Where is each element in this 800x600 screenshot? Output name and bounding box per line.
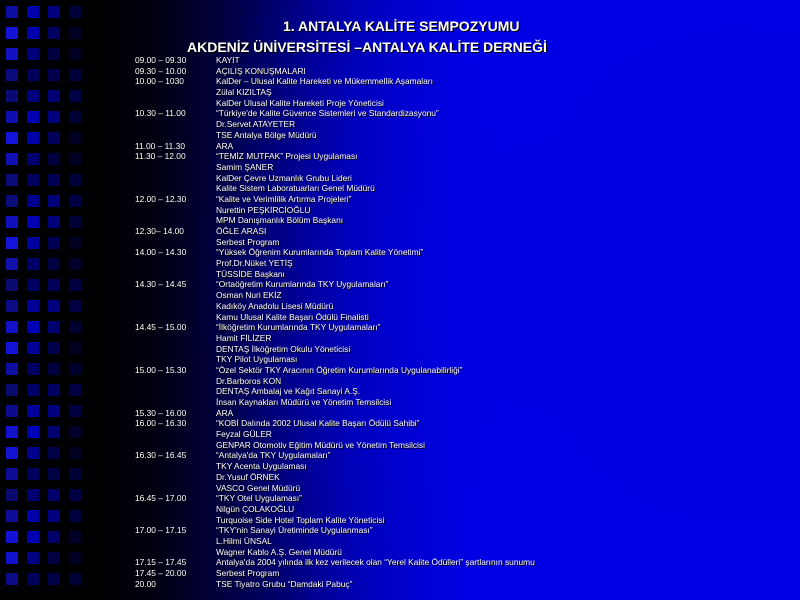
schedule-text: Dr.Barboros KON [216, 375, 282, 386]
schedule-time: 11.00 – 11.30 [135, 140, 185, 151]
decorative-square [27, 111, 39, 123]
decorative-square [48, 489, 60, 501]
schedule-text: TKY Acenta Uygulaması [216, 461, 307, 472]
schedule-time: 14.45 – 15.00 [135, 322, 187, 333]
decorative-square [48, 90, 60, 102]
decorative-square [6, 300, 18, 312]
schedule-text: TSE Tiyatro Grubu “Damdaki Pabuç” [216, 578, 353, 589]
decorative-square [48, 363, 60, 375]
decorative-square [69, 342, 81, 354]
decorative-square [48, 342, 60, 354]
schedule-text: DENTAŞ Ambalaj ve Kağıt Sanayi A.Ş. [216, 386, 361, 397]
schedule-text: Hamit FİLİZER [216, 332, 272, 343]
decorative-square [27, 405, 39, 417]
schedule-text: VASCO Genel Müdürü [216, 482, 301, 493]
decorative-square [48, 405, 60, 417]
decorative-square [27, 90, 39, 102]
decorative-square [48, 174, 60, 186]
schedule-text: İnsan Kaynakları Müdürü ve Yönetim Temsilcisi [216, 397, 392, 407]
decorative-square [6, 384, 18, 396]
schedule-text: MPM Danışmanlık Bölüm Başkanı [216, 215, 344, 226]
decorative-square [27, 6, 39, 18]
decorative-square [27, 531, 39, 543]
decorative-square [69, 237, 81, 249]
schedule-time: 17.00 – 17.15 [135, 525, 187, 536]
decorative-square [69, 153, 81, 165]
slide-title: 1. ANTALYA KALİTE SEMPOZYUMU [283, 18, 520, 34]
schedule-time: 09.30 – 10.00 [135, 65, 187, 76]
decorative-square [27, 216, 39, 228]
schedule-text: AÇILIŞ KONUŞMALARI [216, 65, 306, 76]
decorative-square [6, 447, 18, 459]
decorative-square [6, 279, 18, 291]
decorative-square [27, 174, 39, 186]
schedule-text: DENTAŞ İlköğretim Okulu Yöneticisi [216, 343, 351, 354]
schedule-time: 12.00 – 12.30 [135, 193, 187, 204]
decorative-square [48, 510, 60, 522]
schedule-text: Zülal KIZILTAŞ [216, 87, 272, 98]
decorative-square [48, 69, 60, 81]
decorative-square [6, 111, 18, 123]
decorative-square [27, 468, 39, 480]
schedule-time: 16.00 – 16.30 [135, 418, 187, 429]
decorative-square [48, 237, 60, 249]
schedule-time: 16.45 – 17.00 [135, 493, 187, 504]
decorative-square [6, 6, 18, 18]
decorative-square [69, 321, 81, 333]
decorative-square [27, 384, 39, 396]
decorative-square [48, 384, 60, 396]
decorative-square [48, 279, 60, 291]
decorative-square [48, 258, 60, 270]
decorative-square [27, 426, 39, 438]
schedule-text: Samim ŞANER [216, 161, 274, 172]
decorative-square [6, 48, 18, 60]
decorative-square [6, 531, 18, 543]
decorative-square [27, 69, 39, 81]
schedule-text: Prof.Dr.Nüket YETİŞ [216, 258, 293, 269]
schedule-text: Kadıköy Anadolu Lisesi Müdürü [216, 300, 334, 311]
slide-subtitle: AKDENİZ ÜNİVERSİTESİ –ANTALYA KALİTE DERNEĞİ [187, 39, 547, 55]
schedule-time: 10.00 – 1030 [135, 76, 184, 87]
decorative-square [48, 6, 60, 18]
decorative-square [27, 48, 39, 60]
decorative-square [69, 27, 81, 39]
decorative-square [48, 132, 60, 144]
schedule-text: “KOBİ Dalında 2002 Ulusal Kalite Başarı Ödülü Sahibi” [216, 418, 420, 429]
decorative-square [69, 6, 81, 18]
schedule-time: 17.15 – 17.45 [135, 557, 187, 568]
decorative-square [69, 552, 81, 564]
decorative-square [6, 132, 18, 144]
decorative-square [48, 321, 60, 333]
decorative-square [69, 384, 81, 396]
schedule-text: “TEMİZ MUTFAK” Projesi Uygulaması [216, 151, 358, 162]
schedule-text: KAYIT [216, 55, 240, 65]
decorative-square [27, 153, 39, 165]
decorative-square [69, 531, 81, 543]
decorative-square [6, 153, 18, 165]
decorative-square [27, 300, 39, 312]
decorative-square [69, 90, 81, 102]
schedule-text: Dr.Yusuf ÖRNEK [216, 471, 280, 482]
decorative-square [6, 573, 18, 585]
decorative-square [48, 27, 60, 39]
decorative-square [6, 237, 18, 249]
decorative-square [69, 468, 81, 480]
schedule-time: 10.30 – 11.00 [135, 108, 186, 119]
decorative-square [69, 405, 81, 417]
decorative-square [27, 573, 39, 585]
schedule-time: 09.00 – 09.30 [135, 55, 187, 65]
schedule-time: 14.00 – 14.30 [135, 247, 187, 258]
decorative-square [6, 174, 18, 186]
schedule-text: “İlköğretim Kurumlarında TKY Uygulamaları” [216, 322, 381, 333]
decorative-square [27, 321, 39, 333]
decorative-square [69, 258, 81, 270]
decorative-square [6, 27, 18, 39]
decorative-square [48, 426, 60, 438]
decorative-square [6, 426, 18, 438]
decorative-square [69, 447, 81, 459]
decorative-square [6, 195, 18, 207]
schedule-text: “Türkiye'de Kalite Güvence Sistemleri ve Standardizasyonu” [216, 108, 439, 119]
schedule-text: Kamu Ulusal Kalite Başarı Ödülü Finalisti [216, 311, 369, 322]
decorative-square [6, 405, 18, 417]
schedule-text: TKY Pilot Uygulaması [216, 354, 298, 365]
decorative-square [27, 195, 39, 207]
schedule-text: KalDer – Ulusal Kalite Hareketi ve Mükemmellik Aşamaları [216, 76, 433, 87]
schedule-time: 14.30 – 14.45 [135, 279, 187, 290]
schedule-text: L.Hilmi ÜNSAL [216, 535, 272, 546]
schedule-text: Dr.Servet ATAYETER [216, 119, 296, 130]
decorative-square [69, 573, 81, 585]
schedule-time: 16.30 – 16.45 [135, 450, 187, 461]
schedule-text: “Kalite ve Verimlilik Artırma Projeleri” [216, 193, 352, 204]
decorative-square [69, 111, 81, 123]
decorative-square [48, 195, 60, 207]
schedule-text: Nurettin PEŞKİRCİOĞLU [216, 204, 311, 215]
decorative-square [48, 468, 60, 480]
decorative-square [6, 90, 18, 102]
schedule-text: ÖĞLE ARASI [216, 226, 267, 236]
decorative-square [27, 363, 39, 375]
decorative-square [27, 279, 39, 291]
decorative-square [48, 447, 60, 459]
decorative-square [6, 510, 18, 522]
schedule-text: Nilgün ÇOLAKOĞLU [216, 503, 295, 514]
schedule-text: Wagner Kablo A.Ş. Genel Müdürü [216, 546, 342, 557]
decorative-square [69, 510, 81, 522]
decorative-square [69, 174, 81, 186]
schedule-time: 20.00 [135, 578, 156, 589]
decorative-square [69, 279, 81, 291]
schedule-text: Feyzal GÜLER [216, 429, 272, 440]
decorative-square [69, 426, 81, 438]
schedule-text: Turquoise Side Hotel Toplam Kalite Yöneticisi [216, 514, 385, 525]
schedule-text: “TKY'nin Sanayi Üretiminde Uygulanması” [216, 525, 373, 536]
decorative-square [6, 363, 18, 375]
decorative-square [48, 552, 60, 564]
decorative-square [6, 552, 18, 564]
decorative-square [27, 489, 39, 501]
schedule-text: ARA [216, 140, 234, 151]
schedule-text: Serbest Program [216, 236, 280, 247]
decorative-square [69, 195, 81, 207]
decorative-square [69, 300, 81, 312]
schedule-text: “Yüksek Öğrenim Kurumlarında Toplam Kalite Yönetimi” [216, 247, 424, 258]
schedule-text: “Antalya'da TKY Uygulamaları” [216, 450, 331, 461]
schedule-text: Kalite Sistem Laboratuarları Genel Müdürü [216, 183, 375, 194]
schedule-text: Serbest Program [216, 568, 280, 578]
decorative-square [6, 258, 18, 270]
schedule-text: “Ortaöğretim Kurumlarında TKY Uygulamaları” [216, 279, 389, 290]
decorative-square [69, 48, 81, 60]
decorative-square [6, 489, 18, 501]
decorative-square [27, 258, 39, 270]
decorative-square [69, 363, 81, 375]
decorative-square [27, 342, 39, 354]
decorative-square [69, 69, 81, 81]
schedule-text: Osman Nuri EKİZ [216, 290, 282, 301]
decorative-square [48, 111, 60, 123]
decorative-square [69, 216, 81, 228]
schedule-text: TSE Antalya Bölge Müdürü [216, 129, 317, 140]
decorative-square [27, 447, 39, 459]
schedule-text: TÜSSİDE Başkanı [216, 268, 285, 279]
decorative-square [48, 531, 60, 543]
schedule-text: KalDer Çevre Uzmanlık Grubu Lideri [216, 172, 352, 183]
schedule-text: Antalya'da 2004 yılında ilk kez verilecek olan “Yerel Kalite Ödülleri” şartlarının sunumu [216, 557, 535, 568]
decorative-square [27, 510, 39, 522]
schedule-time: 15.30 – 16.00 [135, 407, 187, 418]
decorative-square [48, 48, 60, 60]
decorative-square [6, 216, 18, 228]
decorative-squares-column [6, 6, 92, 596]
decorative-square [48, 573, 60, 585]
schedule-text: “Özel Sektör TKY Aracının Öğretim Kurumlarında Uygulanabilirliği” [216, 364, 463, 375]
schedule-time: 11.30 – 12.00 [135, 151, 186, 162]
schedule-text: KalDer Ulusal Kalite Hareketi Proje Yöneticisi [216, 97, 384, 108]
decorative-square [27, 27, 39, 39]
decorative-square [69, 132, 81, 144]
decorative-square [48, 216, 60, 228]
schedule-text: GENPAR Otomotiv Eğitim Müdürü ve Yönetim Temsilcisi [216, 439, 425, 450]
decorative-square [6, 321, 18, 333]
decorative-square [6, 342, 18, 354]
decorative-square [27, 132, 39, 144]
decorative-square [6, 468, 18, 480]
schedule-text: “TKY Otel Uygulaması” [216, 493, 302, 504]
schedule-text: ARA [216, 407, 234, 418]
decorative-square [27, 552, 39, 564]
decorative-square [48, 153, 60, 165]
decorative-square [69, 489, 81, 501]
schedule-time: 12.30– 14.00 [135, 226, 184, 236]
decorative-square [27, 237, 39, 249]
schedule-time: 15.00 – 15.30 [135, 364, 187, 375]
schedule-time: 17.45 – 20.00 [135, 568, 187, 578]
decorative-square [48, 300, 60, 312]
decorative-square [6, 69, 18, 81]
